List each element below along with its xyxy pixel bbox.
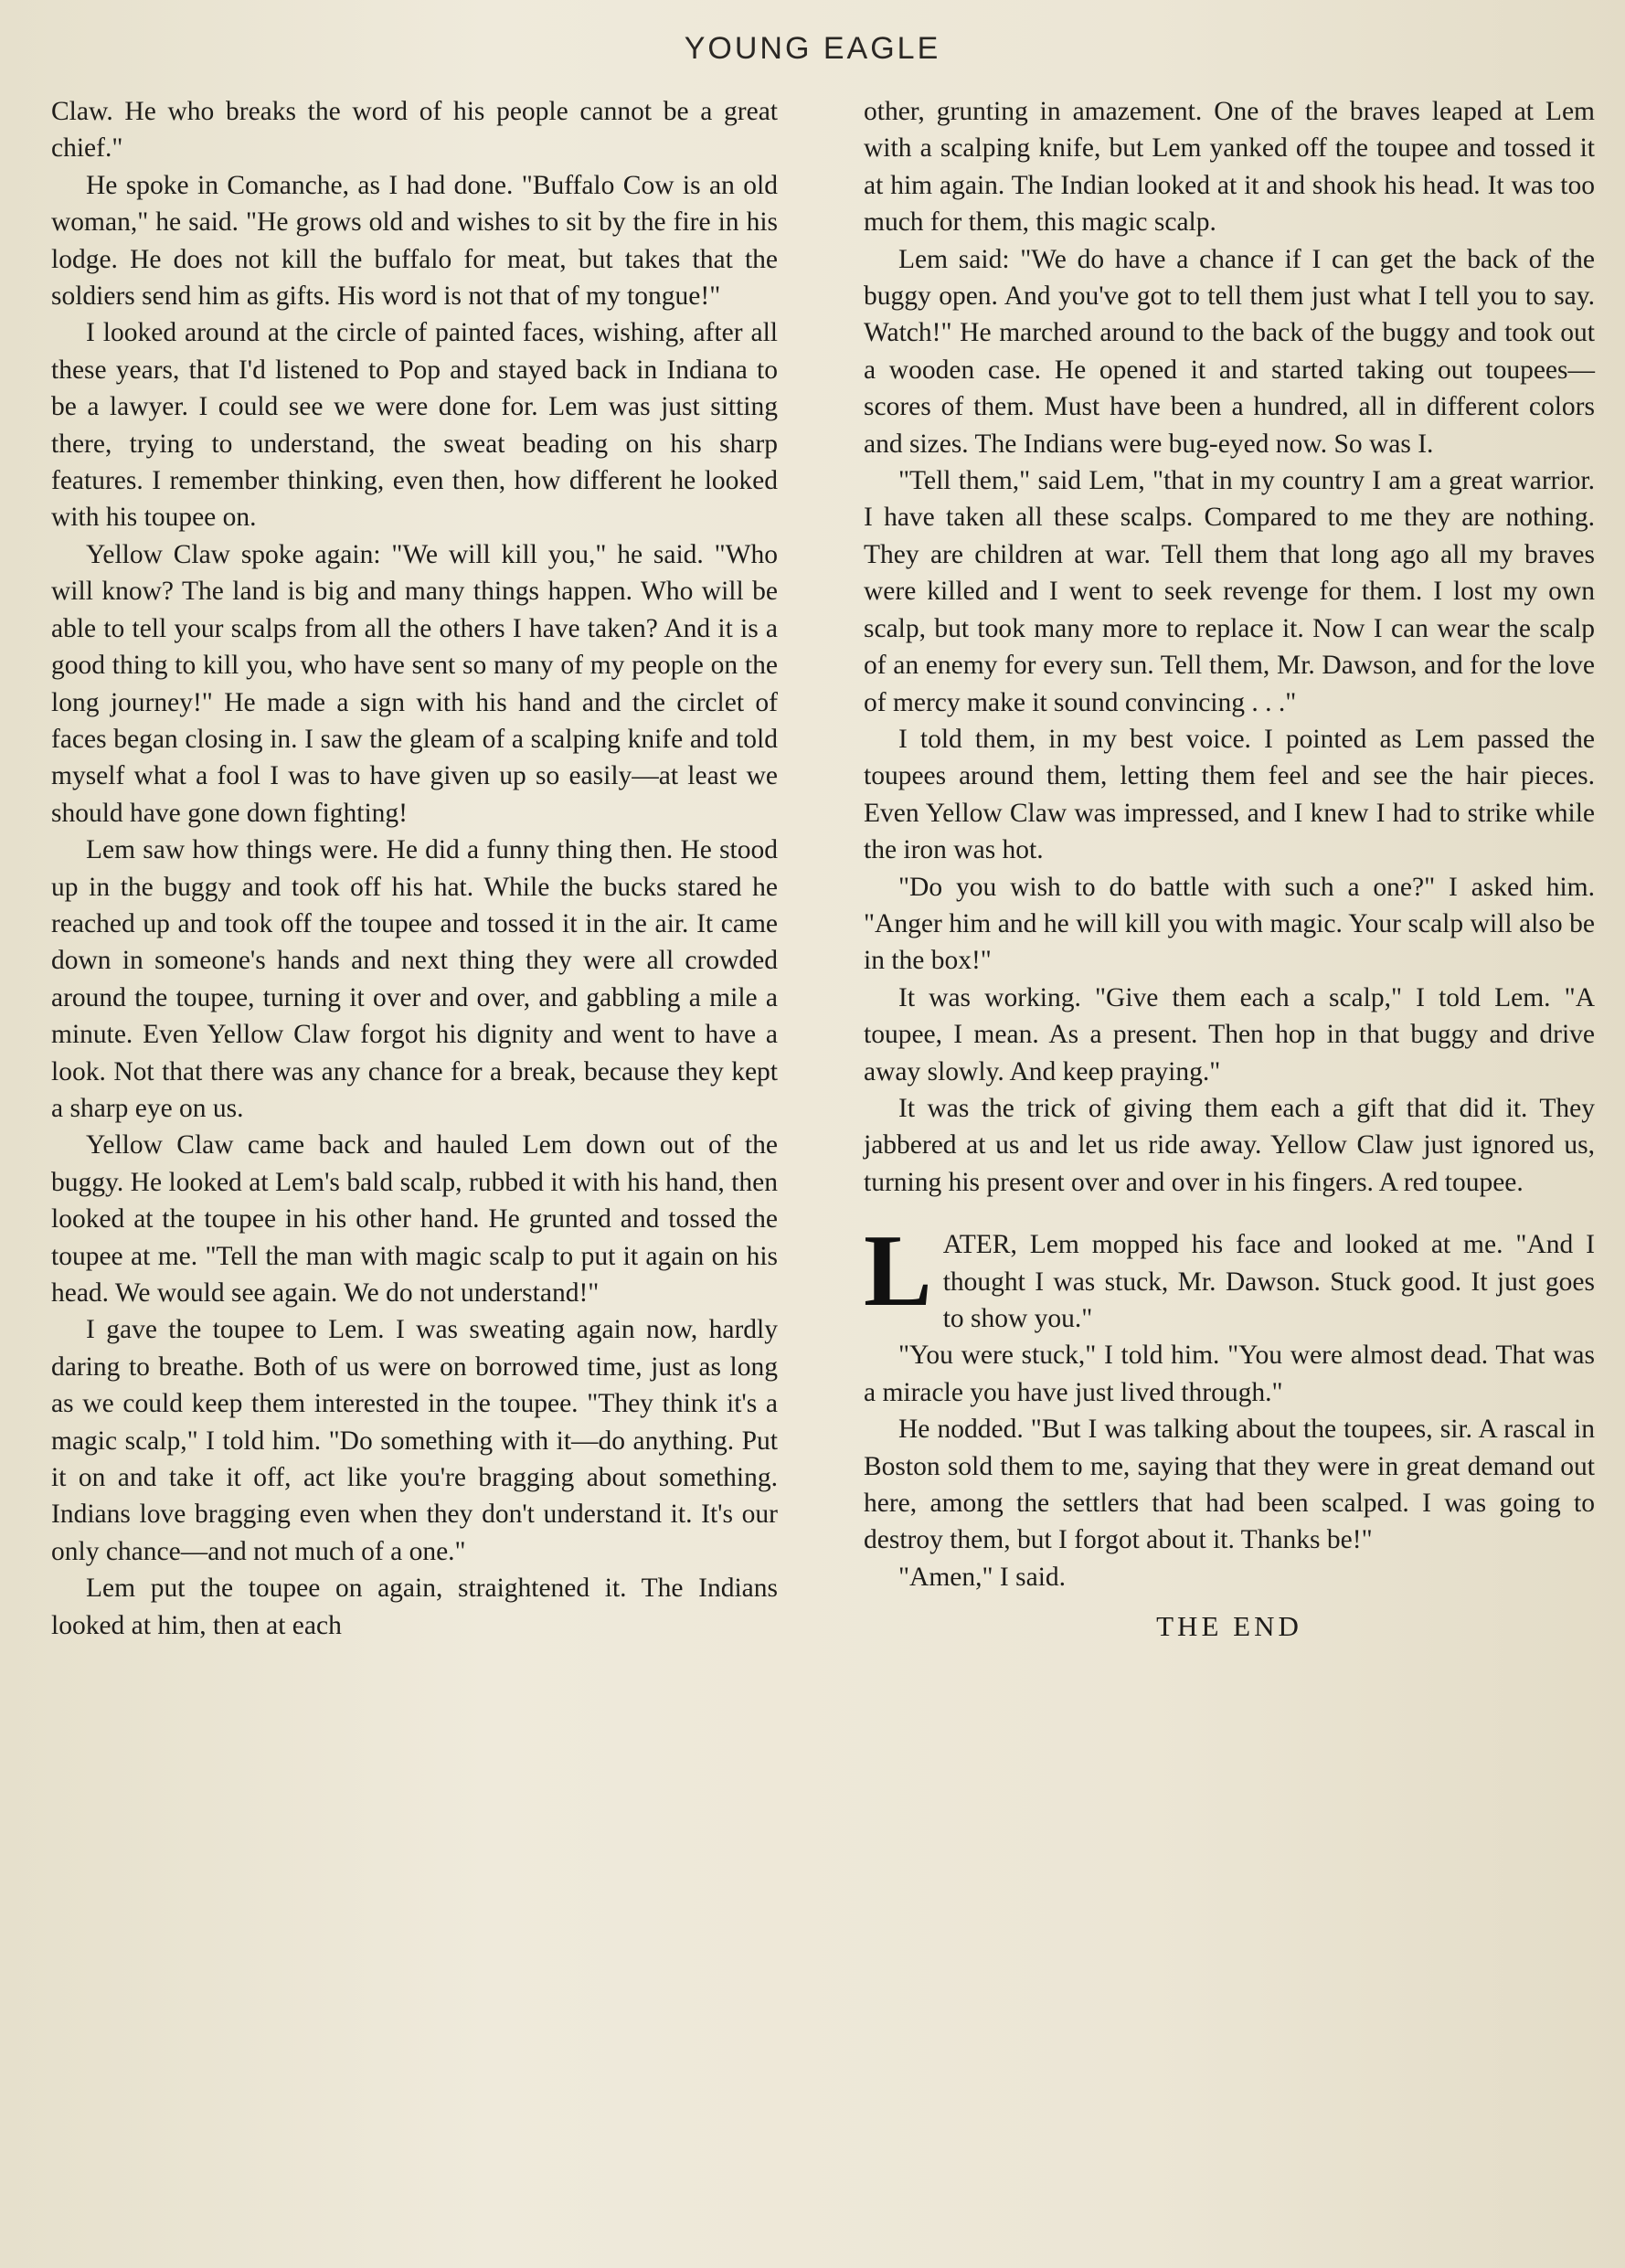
story-paragraph: other, grunting in amazement. One of the braves leaped at Lem with a scalping knife, but Lem yanked off the toupee and tossed it at him again. The Indian looked at it and shook his head. It was too much for them, this magic scalp. (864, 97, 1595, 238)
story-paragraph: Lem put the toupee on again, straightened it. The Indians looked at him, then at each (51, 1574, 778, 1640)
story-paragraph: Yellow Claw spoke again: "We will kill you," he said. "Who will know? The land is big and many things happen. Who will be able to tell your scalps from all the others I have taken? And it is a good thing to kill you, who have sent so many of my people on the long journey!" He made a sign with his hand and the circlet of faces began closing in. I saw the gleam of a scalping knife and told myself what a fool I was to have given up so easily—at least we should have gone down fighting! (51, 539, 778, 828)
drop-cap-letter: L (864, 1214, 932, 1329)
section-opening-paragraph (864, 1214, 1595, 1337)
story-paragraph: He spoke in Comanche, as I had done. "Buffalo Cow is an old woman," he said. "He grows old and wishes to sit by the fire in his lodge. He does not kill the buffalo for meat, but takes that the soldiers send him as gifts. His word is not that of my tongue!" (51, 170, 778, 312)
story-paragraph: Yellow Claw came back and hauled Lem down out of the buggy. He looked at Lem's bald scalp, rubbed it with his hand, then looked at the toupee in his other hand. He grunted and tossed the toupee at me. "Tell the man with magic scalp to put it again on his head. We would see again. We do not understand!" (51, 1130, 778, 1308)
the-end-mark: THE END (1156, 1610, 1302, 1643)
section-opening-text: ATER, Lem mopped his face and looked at me. "And I thought I was stuck, Mr. Dawson. Stuck good. It just goes to show you." (942, 1230, 1595, 1333)
right-column (864, 93, 1595, 1646)
story-paragraph: "Amen," I said. (898, 1562, 1067, 1592)
story-paragraph: It was the trick of giving them each a gift that did it. They jabbered at us and let us ride away. Yellow Claw just ignored us, turning his present over and over in his fingers. A red toupee. (864, 1093, 1595, 1197)
story-paragraph: I looked around at the circle of painted faces, wishing, after all these years, that I'd listened to Pop and stayed back in Indiana to be a lawyer. I could see we were done for. Lem was just sitting there, trying to understand, the sweat beading on his sharp features. I remember thinking, even then, how different he looked with his toupee on. (51, 318, 778, 533)
story-paragraph: "Do you wish to do battle with such a one?" I asked him. "Anger him and he will kill you with magic. Your scalp will also be in the box!" (864, 872, 1595, 976)
story-paragraph: Claw. He who breaks the word of his people cannot be a great chief." (51, 97, 778, 164)
story-paragraph: He nodded. "But I was talking about the toupees, sir. A rascal in Boston sold them to me, saying that they were in great demand out here, among the settlers that had been scalped. I was going to destroy them, but I forgot about it. Thanks be!" (864, 1415, 1595, 1555)
left-column (51, 93, 778, 1644)
story-paragraph: "Tell them," said Lem, "that in my country I am a great warrior. I have taken all these scalps. Compared to me they are nothing. They are children at war. Tell them that long ago all my braves were killed and I went to seek revenge for them. I lost my own scalp, but took many more to replace it. Now I can wear the scalp of an enemy for every sun. Tell them, Mr. Dawson, and for the love of mercy make it sound convincing . . ." (864, 466, 1595, 717)
story-paragraph: I gave the toupee to Lem. I was sweating again now, hardly daring to breathe. Both of us were on borrowed time, just as long as we could keep them interested in the toupee. "They think it's a magic scalp," I told him. "Do something with it—do anything. Put it on and take it off, act like you're bragging about something. Indians love bragging even when they don't understand it. It's our only chance—and not much of a one." (51, 1315, 778, 1566)
story-paragraph: Lem said: "We do have a chance if I can get the back of the buggy open. And you've got to tell them just what I tell you to say. Watch!" He marched around to the back of the buggy and took out a wooden case. He opened it and started taking out toupees—scores of them. Must have been a hundred, all in different colors and sizes. The Indians were bug-eyed now. So was I. (864, 244, 1595, 459)
story-paragraph: "You were stuck," I told him. "You were almost dead. That was a miracle you have just lived through." (864, 1341, 1595, 1407)
running-title: YOUNG EAGLE (684, 31, 941, 66)
story-paragraph: It was working. "Give them each a scalp," I told Lem. "A toupee, I mean. As a present. Then hop in that buggy and drive away slowly. And keep praying." (864, 982, 1595, 1086)
story-paragraph: Lem saw how things were. He did a funny thing then. He stood up in the buggy and took off his hat. While the bucks stared he reached up and took off the toupee and tossed it in the air. It came down in someone's hands and next thing they were all crowded around the toupee, turning it over and over, and gabbling a mile a minute. Even Yellow Claw forgot his dignity and went to have a look. Not that there was any chance for a break, because they kept a sharp eye on us. (51, 835, 778, 1123)
story-paragraph: I told them, in my best voice. I pointed as Lem passed the toupees around them, letting them feel and see the hair pieces. Even Yellow Claw was impressed, and I knew I had to strike while the iron was hot. (864, 724, 1595, 865)
